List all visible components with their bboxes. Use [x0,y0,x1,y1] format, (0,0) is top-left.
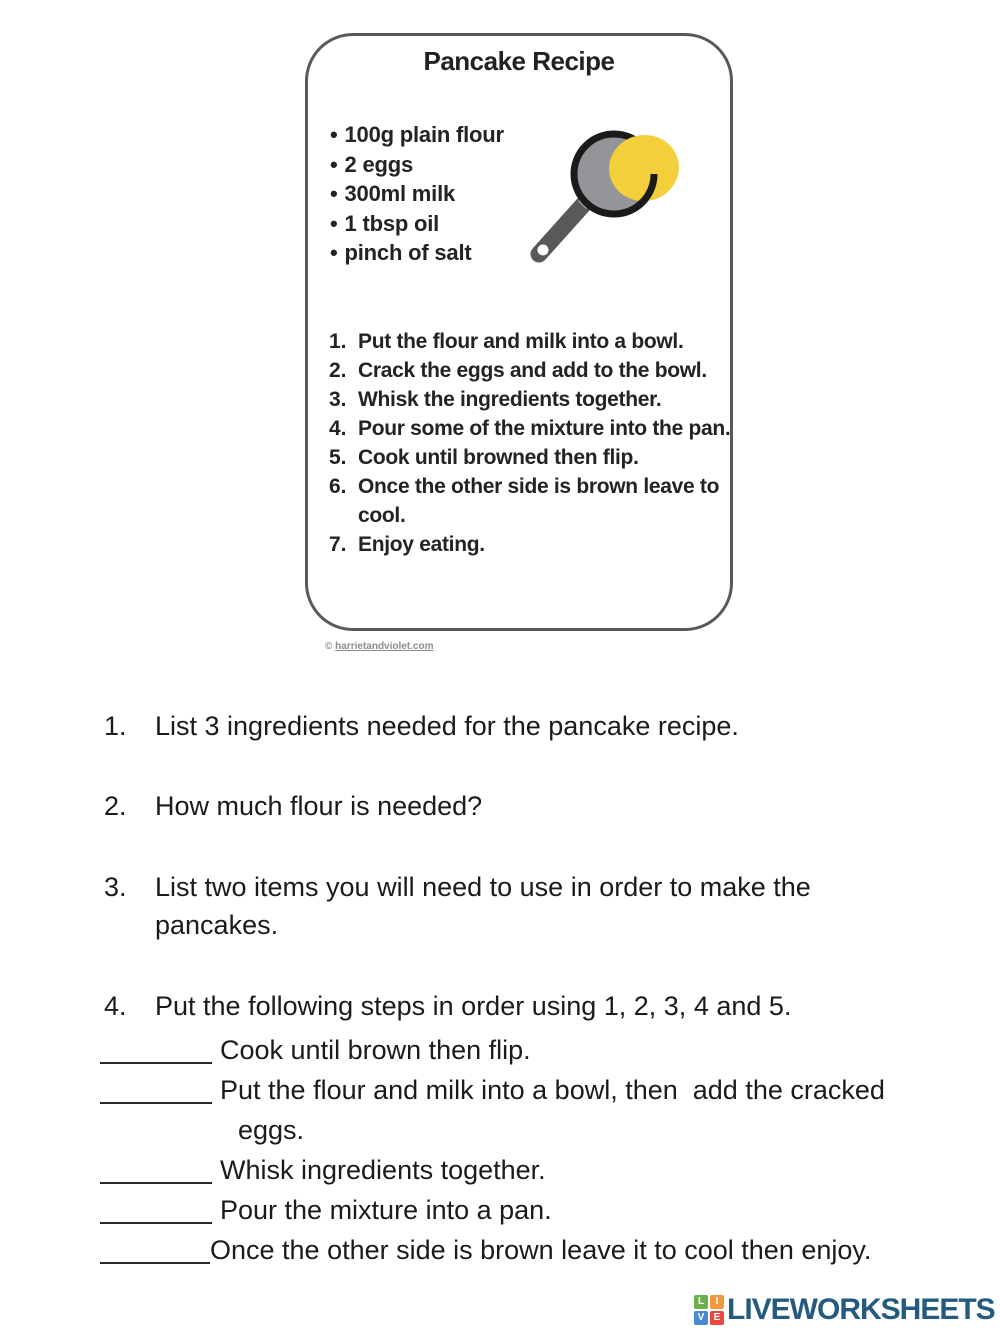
ingredient-text: 1 tbsp oil [344,210,440,236]
question-3 [104,868,915,944]
logo-square-l: L [694,1295,708,1309]
question-number: 4. [104,991,127,1021]
step-item [329,385,733,414]
question-number: 3. [104,872,127,902]
ingredient-item [330,120,504,150]
ordering-item [100,1230,980,1270]
question-text: How much flour is needed? [155,791,483,821]
ordering-item-text: Pour the mixture into a pan. [220,1195,552,1225]
question-2 [104,787,915,825]
ordering-item-text: Whisk ingredients together. [220,1155,546,1185]
handle-hole [538,245,549,256]
logo-grid-icon [694,1295,724,1325]
ordering-item-text: Put the flour and milk into a bowl, then add the cracked eggs. [220,1075,893,1145]
credit-line [325,641,434,652]
bullet-icon: • [330,240,338,265]
answer-blank[interactable] [100,1030,212,1064]
question-4 [104,987,915,1025]
logo-text: LIVEWORKSHEETS [727,1293,995,1326]
answer-blank[interactable] [100,1190,212,1224]
ingredient-text: 300ml milk [344,181,456,206]
step-item [329,356,733,385]
logo-square-e: E [710,1311,724,1325]
ingredient-list [330,120,504,268]
question-1 [104,707,915,745]
step-item [329,443,733,472]
bullet-icon: • [330,151,338,177]
ingredient-item [330,179,504,209]
liveworksheets-logo[interactable] [694,1293,995,1327]
ingredient-item [330,209,504,239]
recipe-card [305,33,733,631]
copyright-icon: © [325,641,333,652]
step-number: 2. [329,359,347,382]
logo-square-v: V [694,1311,708,1325]
ordering-item [100,1070,980,1150]
answer-blank[interactable] [100,1230,210,1264]
answer-blank[interactable] [100,1070,212,1104]
ordering-item [100,1150,980,1190]
ordering-section [100,1030,980,1270]
question-number: 1. [104,711,127,741]
step-item [329,327,733,356]
step-text: Once the other side is brown leave to cool. [358,475,720,527]
question-text: List 3 ingredients needed for the pancake recipe. [155,711,739,741]
step-item [329,472,733,530]
frying-pan-icon [491,102,721,312]
step-text: Put the flour and milk into a bowl. [358,330,684,353]
step-text: Enjoy eating. [358,533,485,556]
step-number: 6. [329,475,347,498]
ingredient-text: 100g plain flour [344,122,504,147]
ingredient-text: pinch of salt [344,240,472,265]
ingredient-text: 2 eggs [344,151,414,177]
question-number: 2. [104,791,127,821]
step-text: Whisk the ingredients together. [358,388,662,411]
step-number: 5. [329,446,347,469]
bullet-icon: • [330,122,338,147]
answer-blank[interactable] [100,1150,212,1184]
step-list [329,327,733,559]
step-item [329,530,733,559]
ordering-item [100,1030,980,1070]
bullet-icon: • [330,181,338,206]
step-text: Cook until browned then flip. [358,446,639,469]
step-text: Pour some of the mixture into the pan. [358,417,731,440]
question-text: List two items you will need to use in order to make the pancakes. [155,872,811,940]
step-number: 3. [329,388,347,411]
ordering-item-text: Cook until brown then flip. [220,1035,531,1065]
step-number: 4. [329,417,347,440]
ordering-item [100,1190,980,1230]
credit-link[interactable]: harrietandviolet.com [335,641,434,652]
ingredient-item [330,238,504,268]
bullet-icon: • [330,210,338,236]
logo-square-i: I [710,1295,724,1309]
step-number: 1. [329,330,347,353]
step-text: Crack the eggs and add to the bowl. [358,359,707,382]
step-number: 7. [329,533,347,556]
ingredient-item [330,150,504,180]
recipe-title: Pancake Recipe [423,46,615,76]
question-text: Put the following steps in order using 1, 2, 3, 4 and 5. [155,991,792,1021]
ordering-item-text: Once the other side is brown leave it to cool then enjoy. [210,1235,872,1265]
step-item [329,414,733,443]
